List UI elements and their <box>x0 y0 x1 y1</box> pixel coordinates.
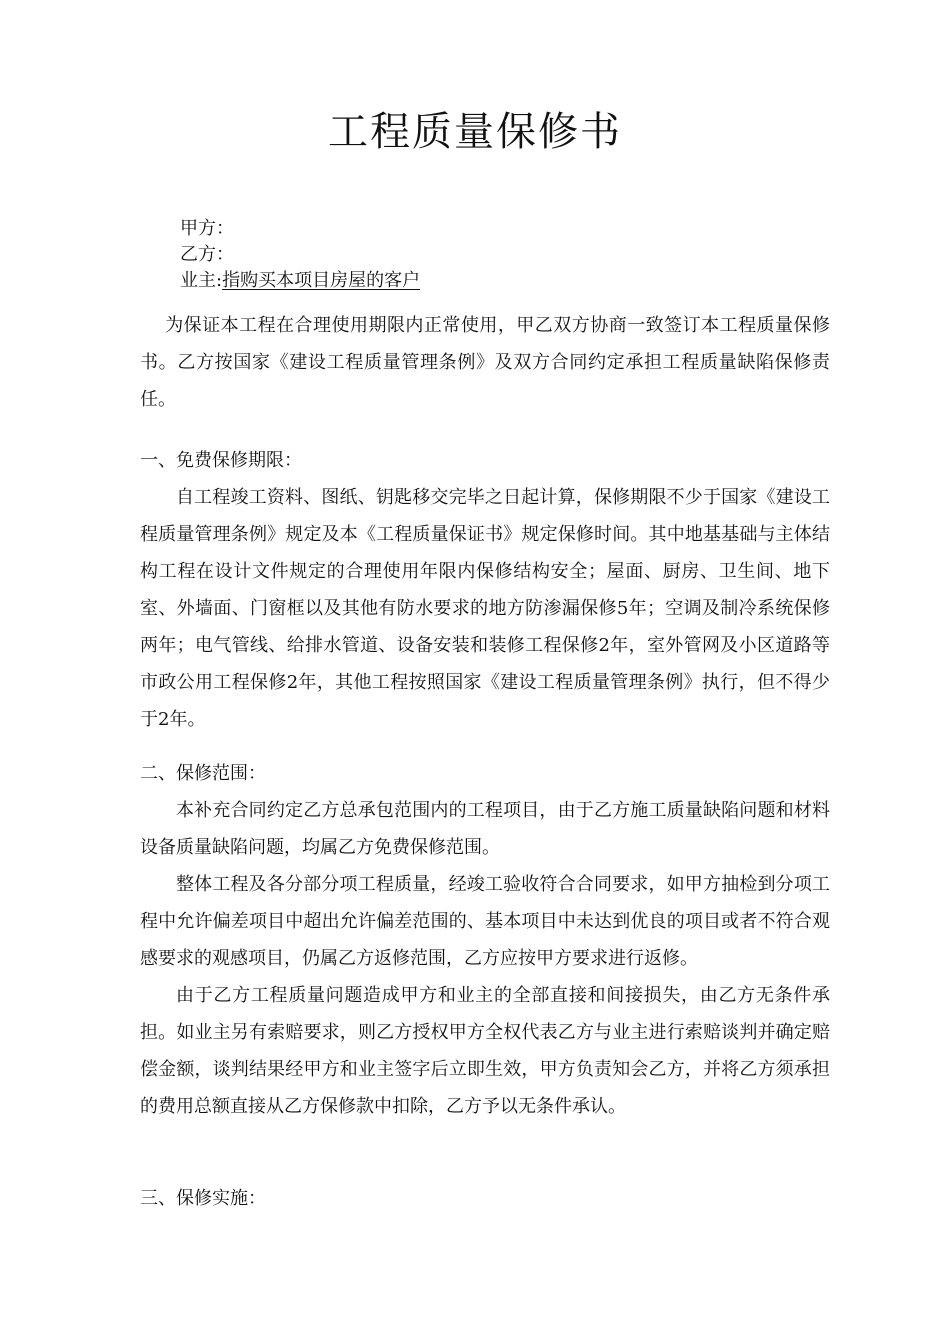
section-1-heading: 一、免费保修期限： <box>140 450 302 471</box>
section-1 <box>140 442 830 738</box>
section-2 <box>140 755 830 1125</box>
section-2-paragraph-3: 由于乙方工程质量问题造成甲方和业主的全部直接和间接损失，由乙方无条件承担。如业主另有索赔要求，则乙方授权甲方全权代表乙方与业主进行索赔谈判并确定赔偿金额，谈判结果经甲方和业主签字后立即生效，甲方负责知会乙方，并将乙方须承担的费用总额直接从乙方保修款中扣除，乙方予以无条件承认。 <box>140 985 830 1117</box>
owner-value: 指购买本项目房屋的客户 <box>222 270 421 291</box>
party-b-row <box>180 242 420 268</box>
owner-row <box>180 268 420 294</box>
section-2-paragraph-1: 本补充合同约定乙方总承包范围内的工程项目，由于乙方施工质量缺陷问题和材料设备质量缺陷问题，均属乙方免费保修范围。 <box>140 800 830 858</box>
parties-block <box>180 216 420 294</box>
section-2-heading: 二、保修范围： <box>140 763 266 784</box>
document-title: 工程质量保修书 <box>328 109 622 155</box>
section-2-paragraph-2: 整体工程及各分部分项工程质量，经竣工验收符合合同要求，如甲方抽检到分项工程中允许偏差项目中超出允许偏差范围的、基本项目中未达到优良的项目或者不符合观感要求的观感项目，仍属乙方返修范围，乙方应按甲方要求进行返修。 <box>140 874 830 969</box>
intro-paragraph: 为保证本工程在合理使用期限内正常使用，甲乙双方协商一致签订本工程质量保修书。乙方按国家《建设工程质量管理条例》及双方合同约定承担工程质量缺陷保修责任。 <box>140 315 830 410</box>
section-1-paragraph-1: 自工程竣工资料、图纸、钥匙移交完毕之日起计算，保修期限不少于国家《建设工程质量管理条例》规定及本《工程质量保证书》规定保修时间。其中地基基础与主体结构工程在设计文件规定的合理使用年限内保修结构安全；屋面、厨房、卫生间、地下室、外墙面、门窗框以及其他有防水要求的地方防渗漏保修5年；空调及制冷系统保修两年；电气管线、给排水管道、设备安装和装修工程保修2年，室外管网及小区道路等市政公用工程保修2年，其他工程按照国家《建设工程质量管理条例》执行，但不得少于2年。 <box>140 487 830 730</box>
section-3-heading: 三、保修实施： <box>140 1188 266 1209</box>
party-a-label: 甲方： <box>180 218 234 239</box>
owner-label: 业主: <box>180 270 223 291</box>
section-3 <box>140 1180 830 1217</box>
party-a-row <box>180 216 420 242</box>
intro-block <box>140 307 830 418</box>
party-b-label: 乙方： <box>180 244 234 265</box>
